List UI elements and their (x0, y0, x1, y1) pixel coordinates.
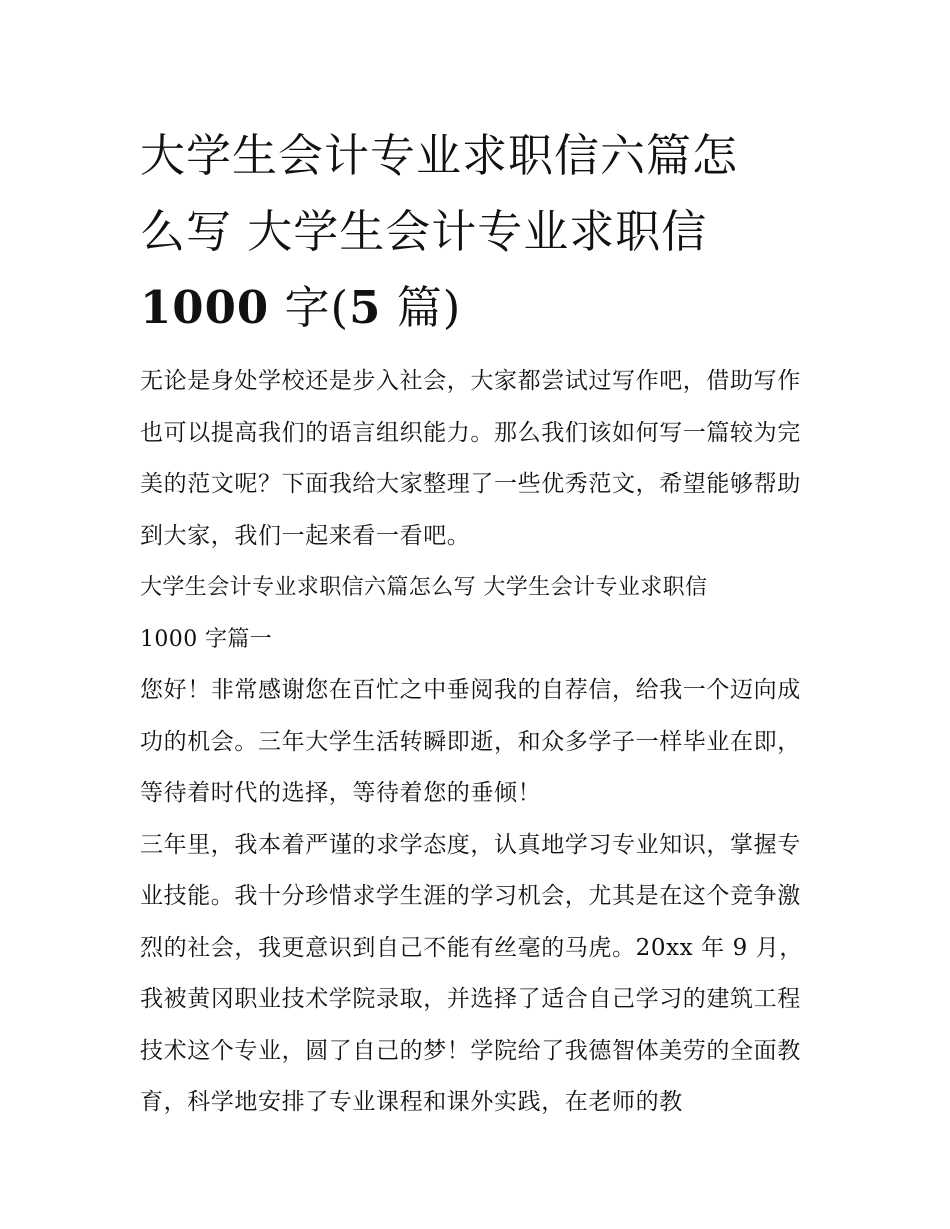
body-paragraph-1: 您好！非常感谢您在百忙之中垂阅我的自荐信，给我一个迈向成功的机会。三年大学生活转瞬即逝，和众多学子一样毕业在即，等待着时代的选择，等待着您的垂倾！ (140, 677, 801, 806)
title-line-3-end: 篇) (381, 281, 462, 334)
document-title (140, 118, 812, 346)
intro-paragraph: 无论是身处学校还是步入社会，大家都尝试过写作吧，借助写作也可以提高我们的语言组织能力。那么我们该如何写一篇较为完美的范文呢？下面我给大家整理了一些优秀范文，希望能够帮助到大家，我们一起来看一看吧。 (140, 368, 801, 549)
body-paragraph-2: 三年里，我本着严谨的求学态度，认真地学习专业知识，掌握专业技能。我十分珍惜求学生涯的学习机会，尤其是在这个竞争激烈的社会，我更意识到自己不能有丝毫的马虎。20xx 年 9 月，我被黄冈职业技术学院录取，并选择了适合自己学习的建筑工程技术这个专业，圆了自己的梦！学院给了我德智体美劳的全面教育，科学地安排了专业课程和课外实践，在老师的教 (140, 831, 803, 1115)
section-heading (140, 562, 812, 665)
section-heading-line-2: 1000 字篇一 (140, 626, 273, 652)
section-heading-line-1: 大学生会计专业求职信六篇怎么写 大学生会计专业求职信 (140, 575, 708, 600)
title-count: 5 (349, 281, 382, 334)
title-line-3-text: 字( (269, 281, 350, 334)
document-content (140, 118, 812, 1129)
title-line-2: 么写 大学生会计专业求职信 (140, 205, 708, 258)
title-line-1: 大学生会计专业求职信六篇怎 (140, 129, 739, 182)
title-number: 1000 (140, 281, 270, 334)
